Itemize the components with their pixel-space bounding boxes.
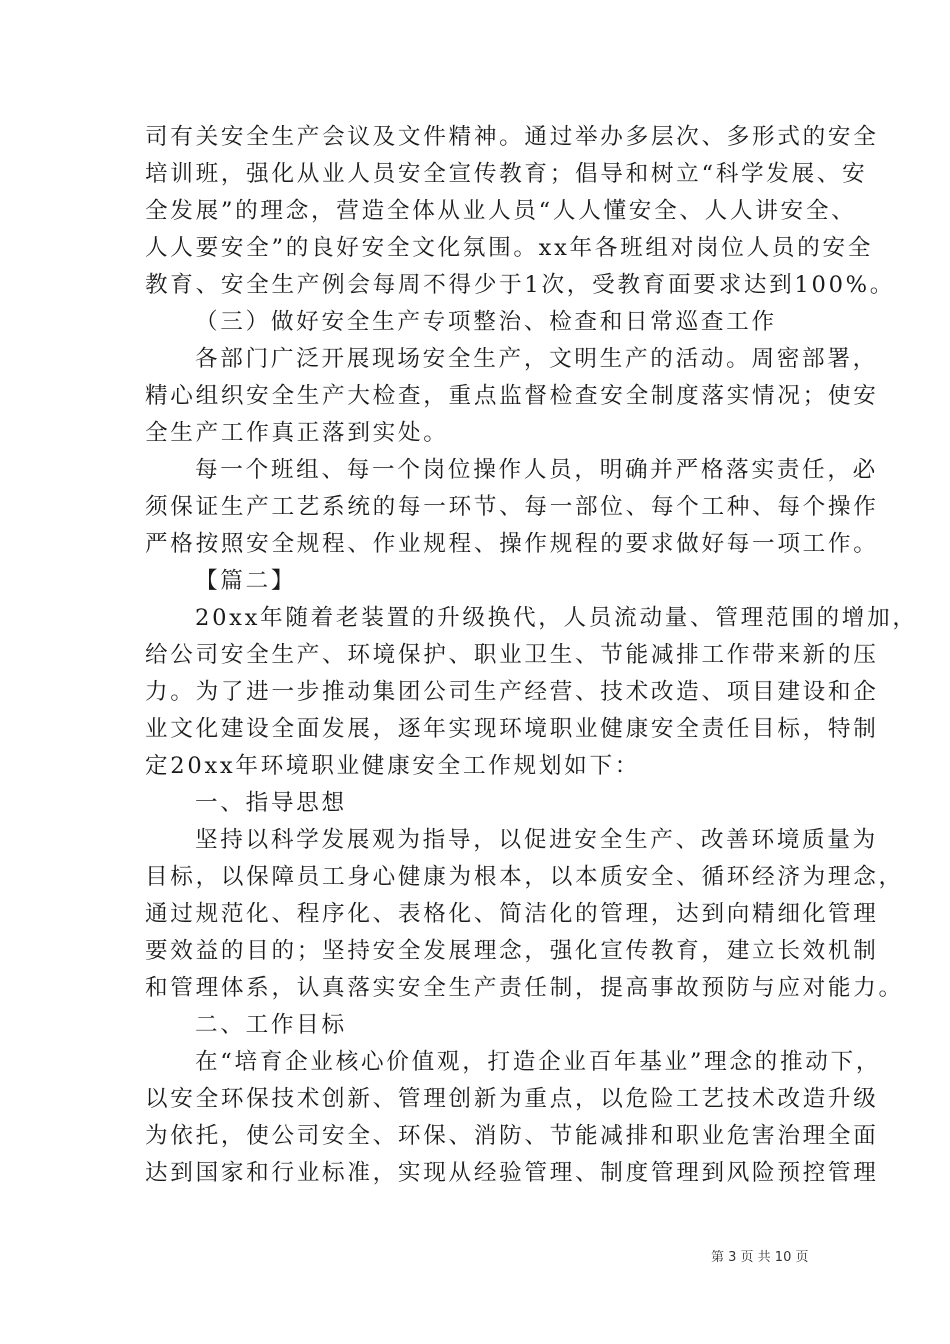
text-line: 定20xx年环境职业健康安全工作规划如下：	[145, 753, 641, 779]
page-number-footer: 第 3 页 共 10 页	[711, 1250, 809, 1265]
text-line: 培训班，强化从业人员安全宣传教育；倡导和树立“科学发展、安	[145, 161, 868, 187]
document-body	[145, 119, 918, 1192]
text-line: 每一个班组、每一个岗位操作人员，明确并严格落实责任，必	[195, 457, 878, 483]
text-line: 力。为了进一步推动集团公司生产经营、技术改造、项目建设和企	[145, 679, 879, 705]
text-line: 精心组织安全生产大检查，重点监督检查安全制度落实情况；使安	[145, 383, 879, 409]
text-line: 严格按照安全规程、作业规程、操作规程的要求做好每一项工作。	[145, 531, 879, 557]
text-line: 达到国家和行业标准，实现从经验管理、制度管理到风险预控管理	[145, 1160, 879, 1186]
text-line: 二、工作目标	[195, 1012, 347, 1038]
text-line: 通过规范化、程序化、表格化、简洁化的管理，达到向精细化管理	[145, 901, 879, 927]
text-line: 一、指导思想	[195, 790, 347, 816]
text-line: 坚持以科学发展观为指导，以促进安全生产、改善环境质量为	[195, 827, 878, 853]
text-line: 业文化建设全面发展，逐年实现环境职业健康安全责任目标，特制	[145, 716, 879, 742]
text-line: 以安全环保技术创新、管理创新为重点，以危险工艺技术改造升级	[145, 1086, 879, 1112]
text-line: 人人要安全”的良好安全文化氛围。xx年各班组对岗位人员的安全	[145, 235, 874, 261]
text-line: 各部门广泛开展现场安全生产，文明生产的活动。周密部署，	[195, 346, 878, 372]
text-line: 教育、安全生产例会每周不得少于1次，受教育面要求达到100%。	[145, 272, 896, 298]
text-line: 须保证生产工艺系统的每一环节、每一部位、每个工种、每个操作	[145, 494, 879, 520]
text-line: 和管理体系，认真落实安全生产责任制，提高事故预防与应对能力。	[145, 975, 904, 1001]
text-line: 全生产工作真正落到实处。	[145, 420, 449, 446]
text-line: 在“培育企业核心价值观，打造企业百年基业”理念的推动下，	[195, 1049, 882, 1075]
text-line: 给公司安全生产、环境保护、职业卫生、节能减排工作带来新的压	[145, 642, 879, 668]
text-line: 【篇二】	[195, 568, 297, 594]
text-line: 要效益的目的；坚持安全发展理念，强化宣传教育，建立长效机制	[145, 938, 879, 964]
text-line: 司有关安全生产会议及文件精神。通过举办多层次、多形式的安全	[145, 124, 879, 150]
text-line: 全发展”的理念，营造全体从业人员“人人懂安全、人人讲安全、	[145, 198, 857, 224]
text-line: （三）做好安全生产专项整治、检查和日常巡查工作	[195, 309, 777, 335]
text-line: 20xx年随着老装置的升级换代，人员流动量、管理范围的增加，	[195, 605, 918, 631]
text-line: 目标，以保障员工身心健康为根本，以本质安全、循环经济为理念，	[145, 864, 904, 890]
text-line: 为依托，使公司安全、环保、消防、节能减排和职业危害治理全面	[145, 1123, 879, 1149]
